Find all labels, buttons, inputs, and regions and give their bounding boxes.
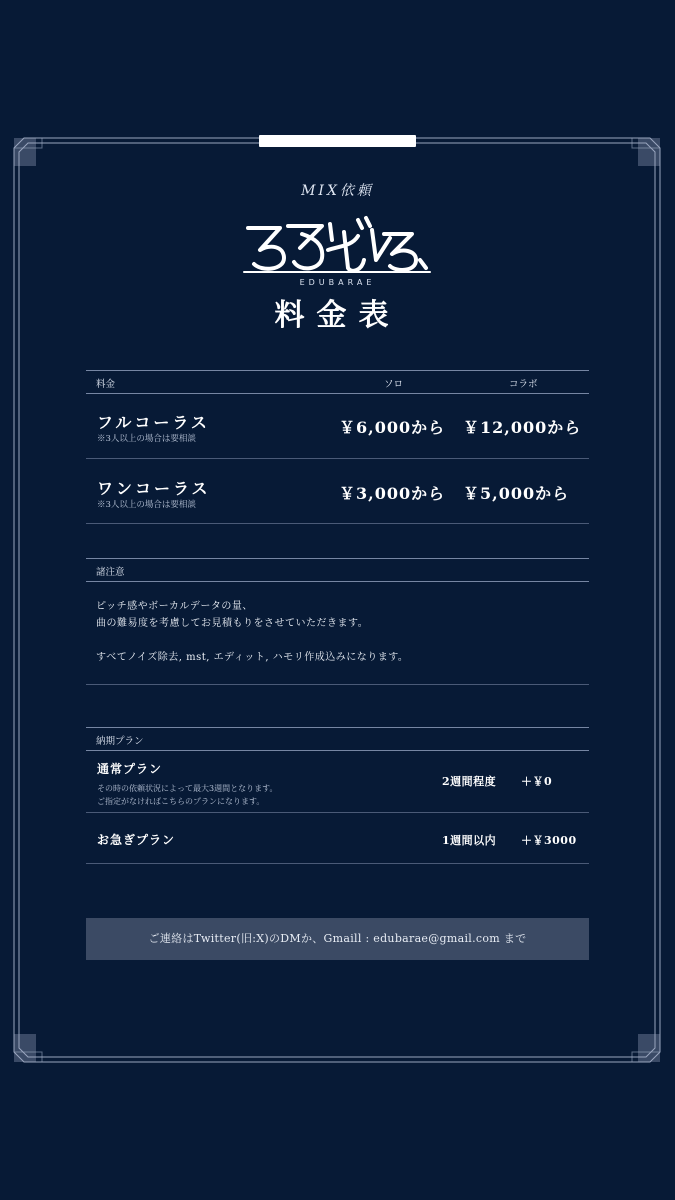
plan-fee: ＋￥3000 [521,834,577,847]
delivery-header [86,727,589,751]
plan-fee: ＋￥0 [521,775,553,788]
notes-line: すべてノイズ除去, mst, エディット, ハモリ作成込みになります。 [96,652,409,663]
divider [86,523,589,524]
plan-name: お急ぎプラン [97,833,176,847]
contact-bar: ご連絡はTwitter(旧:X)のDMか、Gmaill : edubarae@gmail.com まで [86,918,589,960]
price-row-name: フルコーラス [97,413,210,432]
column-collab: コラボ [509,379,538,390]
page-title: 料金表 [274,298,401,333]
price-row-note: ※3人以上の場合は要相談 [97,434,196,444]
pricing-header [86,370,589,394]
plan-period: 1週間以内 [442,834,497,847]
notes-line: ピッチ感やボーカルデータの量、 [96,601,253,612]
top-tab-decoration [259,135,416,147]
pricing-header-label: 料金 [96,379,116,390]
plan-note: その時の依頼状況によって最大3週間となります。 [97,784,278,793]
divider [86,863,589,864]
delivery-header-label: 納期プラン [96,736,144,747]
price-collab: ￥5,000から [463,484,570,503]
subtitle: MIX依頼 [301,183,374,199]
price-solo: ￥3,000から [339,484,446,503]
divider [86,458,589,459]
plan-period: 2週間程度 [442,775,497,788]
price-row-note: ※3人以上の場合は要相談 [97,500,196,510]
price-solo: ￥6,000から [339,418,446,437]
notes-line: 曲の難易度を考慮してお見積もりをさせていただきます。 [96,618,369,629]
plan-note: ご指定がなければこちらのプランになります。 [97,797,265,806]
notes-header [86,558,589,582]
divider [86,812,589,813]
price-collab: ￥12,000から [463,418,582,437]
price-row-name: ワンコーラス [97,479,211,498]
plan-name: 通常プラン [97,762,163,776]
column-solo: ソロ [384,379,404,390]
logo-wordmark: EDUBARAE [299,278,376,287]
divider [86,684,589,685]
brand-logo [240,210,435,284]
notes-header-label: 諸注意 [96,567,125,578]
